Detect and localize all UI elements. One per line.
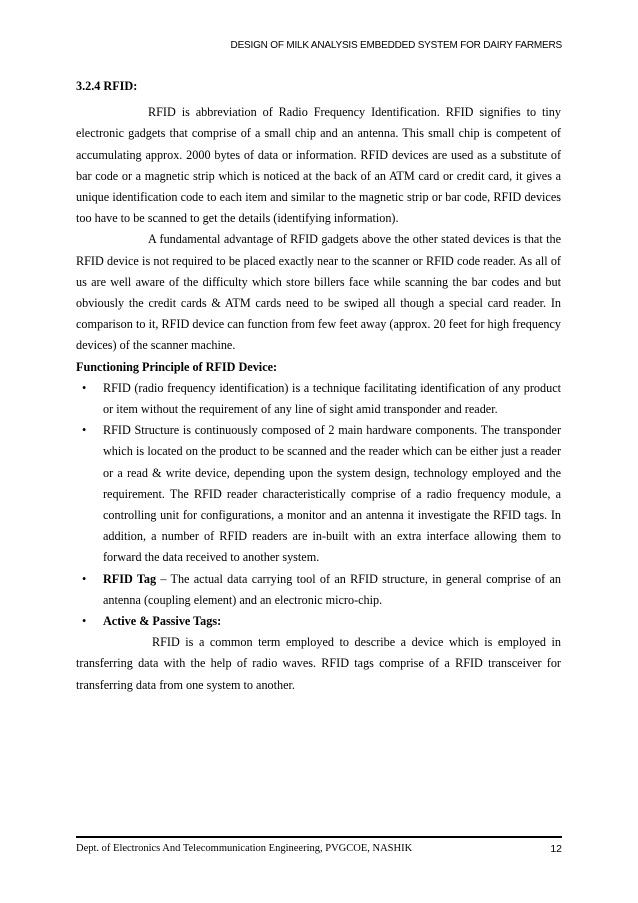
list-item-text: RFID Structure is continuously composed of 2 main hardware components. The transponder which is located on the product to be scanned and the reader which can be either just a reader or a read & write device, depending upon the system design, technology employed and the requirement. The RFID reader characteristically comprise of a radio frequency module, a controlling unit for configurations, a monitor and an antenna it investigate the RFID tags. In addition, a number of RFID readers are in-built with an extra interface allowing them to forward the data received to another system. [103, 423, 561, 565]
tags-paragraph: RFID is a common term employed to describe a device which is employed in transferring data with the help of radio waves. RFID tags comprise of a RFID transceiver for transferring data from one system to another. [76, 635, 561, 692]
page-number: 12 [550, 843, 562, 855]
bullet-icon: • [82, 571, 87, 586]
page-footer [76, 843, 562, 855]
section-title: 3.2.4 RFID: [76, 79, 138, 93]
bullet-icon: • [82, 380, 87, 395]
rfid-paragraph-2: A fundamental advantage of RFID gadgets above the other stated devices is that the RFID device is not required to be placed exactly near to the scanner or RFID code reader. As all of us are well aware of the difficulty which store billers face while scanning the bar codes and but obviously the credit cards & ATM cards need to be swiped all though a special card reader. In comparison to it, RFID device can function from few feet away (approx. 20 feet for high frequency devices) of the scanner machine. [76, 232, 561, 353]
functioning-heading: Functioning Principle of RFID Device: [76, 359, 278, 374]
footer-dept: Dept. of Electronics And Telecommunication Engineering, PVGCOE, NASHIK [76, 843, 413, 854]
list-item-term: Active & Passive Tags: [103, 614, 222, 629]
functioning-list [76, 378, 561, 632]
footer-rule [76, 836, 562, 838]
bullet-icon: • [82, 614, 87, 629]
list-item-text: RFID (radio frequency identification) is a technique facilitating identification of any product or item without the requirement of any line of sight amid transponder and reader. [103, 380, 561, 417]
list-item-text: – The actual data carrying tool of an RFID structure, in general comprise of an antenna (coupling element) and an electronic micro-chip. [103, 571, 561, 607]
list-item [76, 420, 561, 568]
list-item-term: RFID Tag [103, 571, 157, 586]
running-header: DESIGN OF MILK ANALYSIS EMBEDDED SYSTEM FOR DAIRY FARMERS [230, 40, 562, 51]
page-content [76, 76, 561, 696]
list-item [76, 378, 561, 420]
list-item [76, 611, 561, 632]
bullet-icon: • [82, 423, 87, 438]
rfid-paragraph-1: RFID is abbreviation of Radio Frequency Identification. RFID signifies to tiny electronic gadgets that comprise of a small chip and an antenna. This small chip is competent of accumulating approx. 2000 bytes of data or information. RFID devices are used as a substitute of bar code or a magnetic strip which is noticed at the back of an ATM card or credit card, it gives a unique identification code to each item and similar to the magnetic strip or bar code, RFID devices too have to be scanned to get the details (identifying information). [76, 105, 561, 226]
list-item [76, 569, 561, 611]
